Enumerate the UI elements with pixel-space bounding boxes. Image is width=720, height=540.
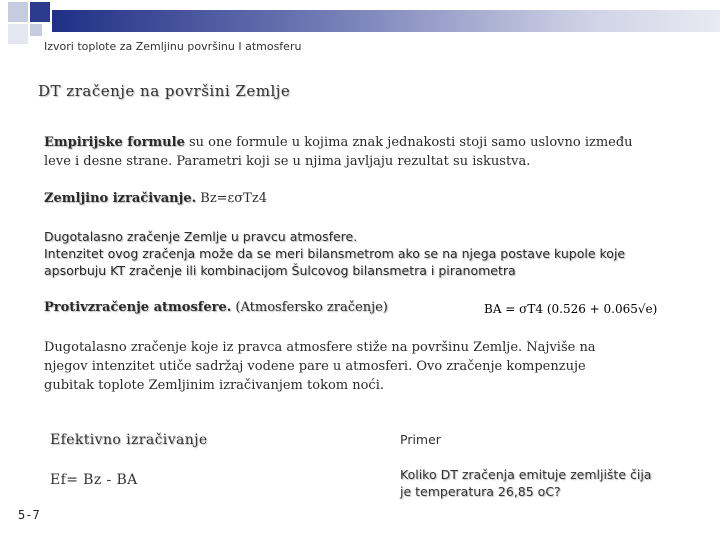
label-effective-emission: Efektivno izračivanje: [50, 432, 208, 448]
paragraph-line: Dugotalasno zračenje Zemlje u pravcu atmosfere.: [44, 229, 358, 244]
slide-number: 5-7: [18, 508, 40, 522]
paragraph-longwave-earth: [44, 228, 644, 279]
term-empirical-formulas: Empirijske formule: [44, 135, 185, 150]
formula-earth-emission: Bz=εσTz4: [200, 191, 267, 206]
paragraph-line: Intenzitet ovog zračenja može da se meri bilansmetrom ako se na njega postave kupole koje apsorbuju KT zračenje ili kombinacijom Šulcovog bilansmetra i piranometra: [44, 246, 626, 278]
term-counter-radiation: Protivzračenje atmosfere.: [44, 300, 232, 315]
decor-square: [30, 24, 42, 36]
formula-effective-emission: Ef= Bz - BA: [50, 472, 138, 488]
header-subtitle: Izvori toplote za Zemljinu površinu I atmosferu: [44, 40, 302, 53]
paragraph-counter-radiation-desc: Dugotalasno zračenje koje iz pravca atmosfere stiže na površinu Zemlje. Najviše na njegov intenzitet utiče sadržaj vodene pare u atmosferi. Ovo zračenje kompenzuje gubitak toplote Zemljinim izračivanjem tokom noći.: [44, 340, 596, 393]
header-gradient-bar: [52, 10, 720, 32]
decor-square: [30, 2, 50, 22]
term-earth-emission: Zemljino izračivanje.: [44, 191, 197, 206]
paragraph-counter-radiation: [44, 298, 388, 317]
paragraph-empirical-formulas: [44, 133, 634, 171]
decor-square: [8, 24, 28, 44]
decor-square: [8, 2, 28, 22]
header-decoration: [0, 0, 720, 40]
paragraph-text: (Atmosfersko zračenje): [231, 300, 388, 315]
slide-title: DT zračenje na površini Zemlje: [38, 82, 291, 100]
paragraph-earth-emission: [44, 189, 267, 208]
label-example: Primer: [400, 432, 441, 447]
paragraph-text: su one formule u kojima znak jednakosti stoji samo uslovno između leve i desne strane. Parametri koji se u njima javljaju rezultat su iskustva.: [44, 135, 633, 169]
formula-counter-radiation: BA = σT4 (0.526 + 0.065√e): [484, 302, 658, 316]
example-question: Koliko DT zračenja emituje zemljište čija je temperatura 26,85 oC?: [400, 467, 652, 499]
